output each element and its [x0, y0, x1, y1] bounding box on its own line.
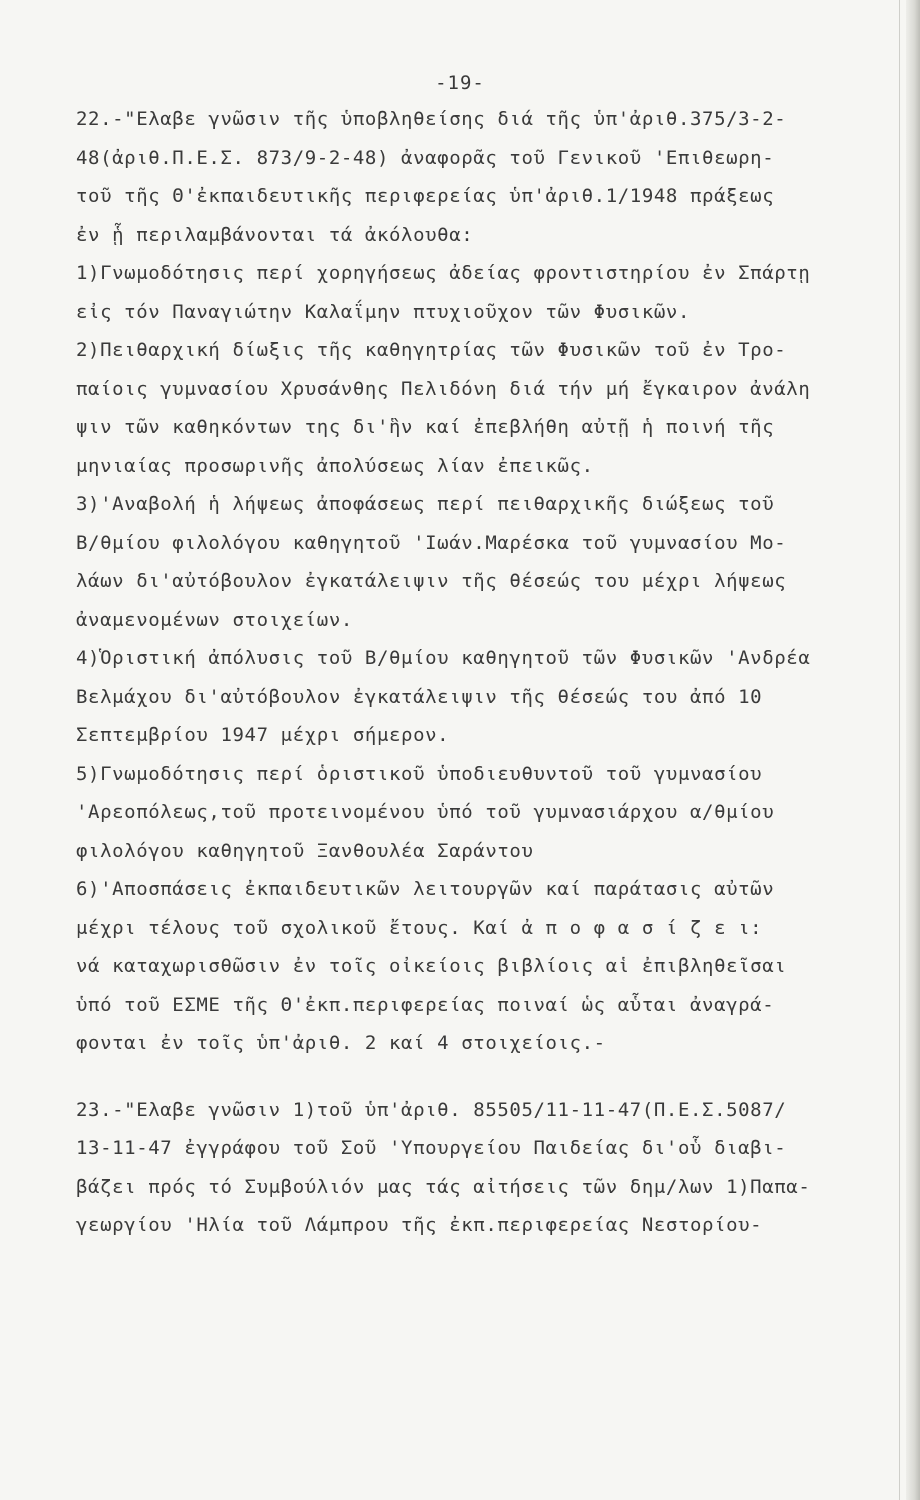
page-number: -19- — [435, 72, 485, 94]
text-line: εἰς τόν Παναγιώτην Καλαΐμην πτυχιοῦχον τῶν Φυσικῶν. — [76, 300, 690, 323]
text-line: φονται ἐν τοῖς ὑπ'ἀριθ. 2 καί 4 στοιχείοις.- — [76, 1032, 606, 1054]
text-line: Β/θμίου φιλολόγου καθηγητοῦ 'Ιωάν.Μαρέσκα τοῦ γυμνασίου Μο- — [76, 531, 787, 554]
text-line: λάων δι'αὐτόβουλον ἐγκατάλειψιν τῆς θέσεώς του μέχρι λήψεως — [76, 570, 787, 592]
page-edge-shadow — [906, 0, 920, 1500]
text-line: 48(ἀριθ.Π.Ε.Σ. 873/9-2-48) ἀναφορᾶς τοῦ Γενικοῦ 'Επιθεωρη- — [76, 146, 775, 169]
text-line: βάζει πρός τό Συμβούλιόν μας τάς αἰτήσεις τῶν δημ/λων 1)Παπα- — [76, 1175, 811, 1198]
text-line: 13-11-47 ἐγγράφου τοῦ Σοῦ 'Υπουργείου Παιδείας δι'οὗ διαβι- — [76, 1137, 787, 1159]
text-line: γεωργίου 'Ηλία τοῦ Λάμπρου τῆς ἐκπ.περιφερείας Νεστορίου- — [76, 1214, 763, 1236]
text-line: 2)Πειθαρχική δίωξις τῆς καθηγητρίας τῶν Φυσικῶν τοῦ ἐν Τρο- — [76, 339, 787, 361]
text-line: μέχρι τέλους τοῦ σχολικοῦ ἔτους. Καί ἀ π ο φ α σ ί ζ ε ι: — [76, 916, 763, 939]
text-line: φιλολόγου καθηγητοῦ Ξανθουλέα Σαράντου — [76, 839, 534, 862]
text-line: νά καταχωρισθῶσιν ἐν τοῖς οἰκείοις βιβλίοις αἱ ἐπιβληθεῖσαι — [76, 955, 787, 977]
text-line: μηνιαίας προσωρινῆς ἀπολύσεως λίαν ἐπεικῶς. — [76, 454, 594, 477]
text-line: 3)'Αναβολή ἡ λήψεως ἀποφάσεως περί πειθαρχικῆς διώξεως τοῦ — [76, 493, 775, 515]
text-line: 5)Γνωμοδότησις περί ὁριστικοῦ ὑποδιευθυντοῦ τοῦ γυμνασίου — [76, 762, 763, 785]
text-line: Σεπτεμβρίου 1947 μέχρι σήμερον. — [76, 724, 450, 746]
text-line: τοῦ τῆς Θ'ἐκπαιδευτικῆς περιφερείας ὑπ'ἀριθ.1/1948 πράξεως — [76, 185, 775, 207]
paragraph-23 — [76, 1091, 906, 1245]
text-line: παίοις γυμνασίου Χρυσάνθης Πελιδόνη διά τήν μή ἔγκαιρον ἀνάλη — [76, 377, 811, 400]
text-line: 23.-"Ελαβε γνῶσιν 1)τοῦ ὑπ'ἀριθ. 85505/11-11-47(Π.Ε.Σ.5087/ — [76, 1098, 787, 1121]
text-line: ἀναμενομένων στοιχείων. — [76, 608, 353, 631]
text-line: 4)Ὁριστική ἀπόλυσις τοῦ Β/θμίου καθηγητοῦ τῶν Φυσικῶν 'Ανδρέα — [76, 647, 811, 669]
text-line: ψιν τῶν καθηκόντων της δι'ἣν καί ἐπεβλήθη αὐτῇ ἡ ποινή τῆς — [76, 416, 775, 438]
text-line: ἐν ᾗ περιλαμβάνονται τά ἀκόλουθα: — [76, 223, 474, 246]
paragraph-22 — [76, 100, 906, 1063]
text-line: Βελμάχου δι'αὐτόβουλον ἐγκατάλειψιν τῆς θέσεώς του ἀπό 10 — [76, 685, 763, 708]
text-line: 6)'Αποσπάσεις ἐκπαιδευτικῶν λειτουργῶν καί παράτασις αὐτῶν — [76, 878, 775, 900]
text-line: 1)Γνωμοδότησις περί χορηγήσεως ἀδείας φροντιστηρίου ἐν Σπάρτῃ — [76, 262, 811, 284]
text-line: 22.-"Ελαβε γνῶσιν τῆς ὑποβληθείσης διά τῆς ὑπ'ἀριθ.375/3-2- — [76, 108, 787, 130]
text-line: ὑπό τοῦ ΕΣΜΕ τῆς Θ'ἐκπ.περιφερείας ποιναί ὡς αὗται ἀναγρά- — [76, 993, 775, 1016]
text-line: 'Αρεοπόλεως,τοῦ προτεινομένου ὑπό τοῦ γυμνασιάρχου α/θμίου — [76, 801, 775, 823]
paragraph-spacer — [76, 1063, 906, 1091]
document-body — [76, 100, 906, 1245]
